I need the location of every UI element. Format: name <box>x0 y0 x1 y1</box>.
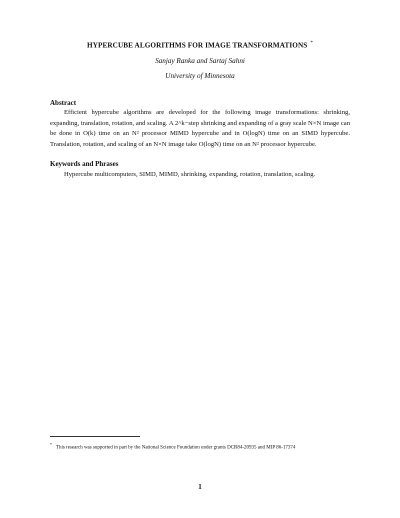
footnote <box>50 441 350 453</box>
paper-authors: Sanjay Ranka and Sartaj Sahni <box>155 57 245 65</box>
keywords-heading: Keywords and Phrases <box>50 160 119 168</box>
footnote-text: This research was supported in part by the National Science Foundation under grants DCR84-20935 and MIP 86-17374 <box>55 445 296 451</box>
paper-affiliation: University of Minnesota <box>165 72 235 80</box>
keywords-body <box>50 170 350 181</box>
footnote-rule <box>50 436 140 437</box>
abstract-heading: Abstract <box>50 99 77 107</box>
title-footnote-marker: * <box>310 41 313 46</box>
paper-title-text: HYPERCUBE ALGORITHMS FOR IMAGE TRANSFORMATIONS <box>87 41 308 50</box>
abstract-text: Efficient hypercube algorithms are developed for the following image transformations: shrinking, expanding, translation, rotation, and scaling. A 2^k−step shrinking and expanding of a gray scale N×N image can be done in O(k) time on an N² processor MIMD hypercube and in O(logN) time on an SIMD hypercube. Translation, rotation, and scaling of an N×N image take O(logN) time on an N² processor hypercube. <box>50 109 350 148</box>
paper-title <box>0 41 400 49</box>
page-number: 1 <box>198 483 202 491</box>
keywords-text: Hypercube multicomputers, SIMD, MIMD, shrinking, expanding, rotation, translation, scaling. <box>64 171 316 178</box>
abstract-body <box>50 108 350 150</box>
footnote-marker: * <box>50 443 52 447</box>
